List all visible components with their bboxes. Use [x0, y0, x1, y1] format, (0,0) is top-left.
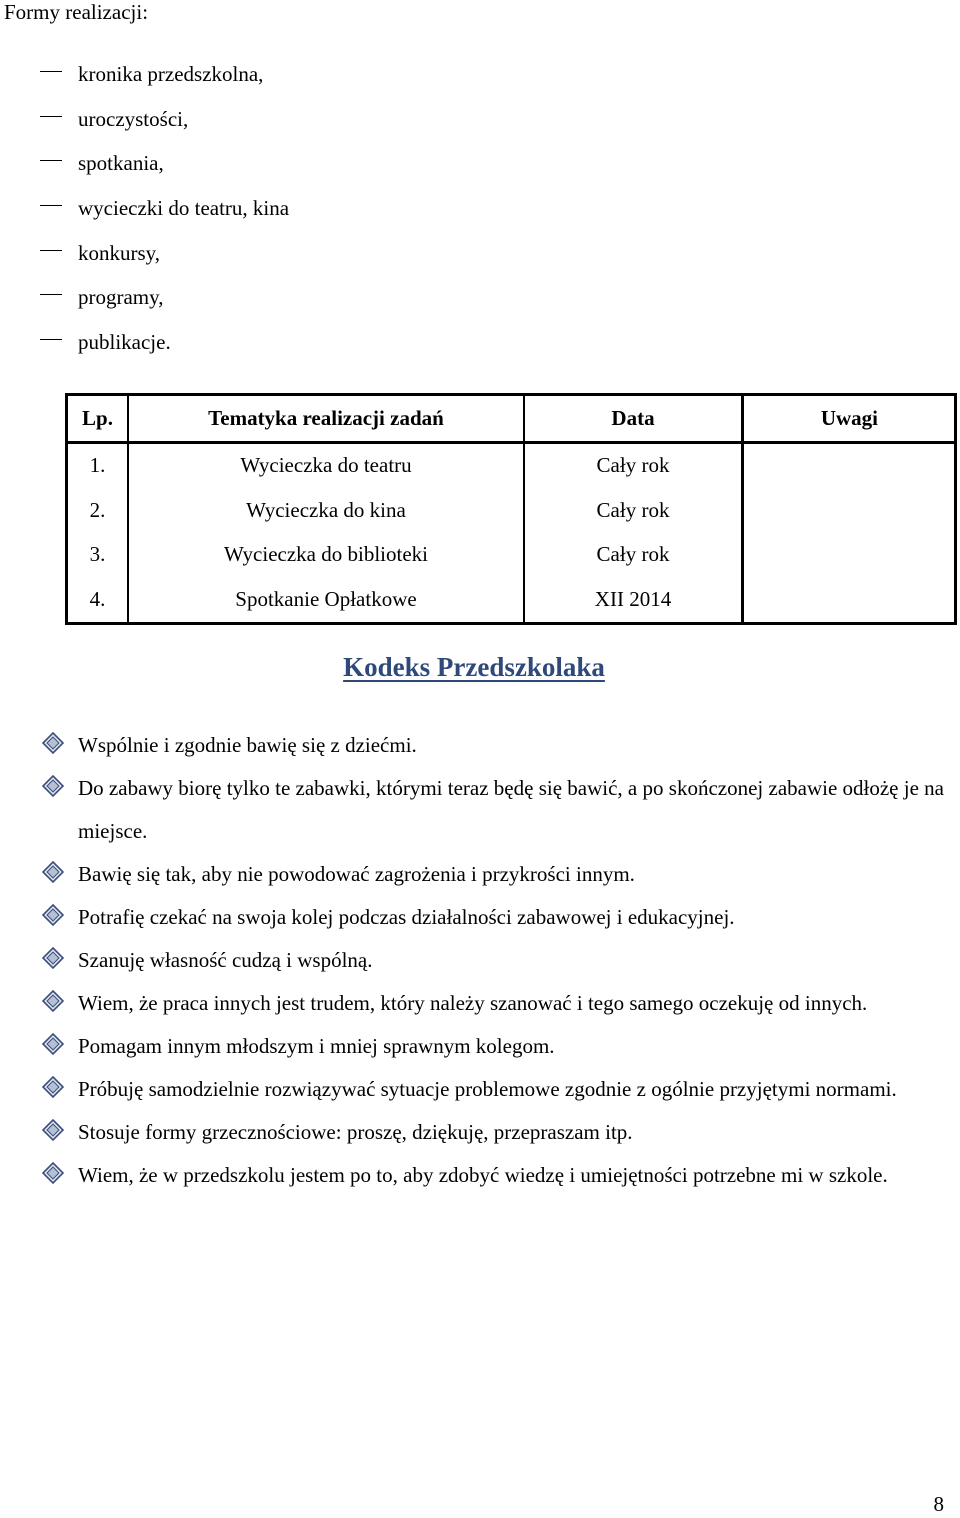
- cell-notes: [743, 488, 956, 533]
- header-topic: Tematyka realizacji zadań: [128, 395, 524, 443]
- list-item-text: spotkania,: [78, 151, 164, 176]
- diamond-bullet-icon: [42, 990, 64, 1012]
- dash-bullet-icon: [40, 71, 62, 72]
- dash-bullet-icon: [40, 339, 62, 340]
- page-number: 8: [933, 1492, 944, 1516]
- table-row: [67, 488, 956, 533]
- list-item: [40, 1068, 944, 1111]
- cell-notes: [743, 577, 956, 623]
- list-item-text: kronika przedszkolna,: [78, 61, 264, 86]
- rule-text: Wiem, że praca innych jest trudem, który należy szanować i tego samego oczekuję od innych.: [78, 991, 868, 1015]
- table-header-row: [67, 395, 956, 443]
- diamond-bullet-icon: [42, 947, 64, 969]
- forms-list: [40, 52, 289, 365]
- dash-bullet-icon: [40, 205, 62, 206]
- rule-text: Próbuję samodzielnie rozwiązywać sytuacje problemowe zgodnie z ogólnie przyjętymi normami.: [78, 1077, 897, 1101]
- dash-bullet-icon: [40, 294, 62, 295]
- list-item: [40, 186, 289, 231]
- header-notes: Uwagi: [743, 395, 956, 443]
- table-row: [67, 533, 956, 578]
- cell-topic: Wycieczka do biblioteki: [128, 533, 524, 578]
- list-item-text: uroczystości,: [78, 106, 189, 131]
- cell-date: Cały rok: [524, 488, 743, 533]
- list-item: [40, 1154, 944, 1197]
- header-date: Data: [524, 395, 743, 443]
- cell-lp: 1.: [67, 442, 129, 488]
- cell-lp: 3.: [67, 533, 129, 578]
- list-item: [40, 97, 289, 142]
- list-item: [40, 275, 289, 320]
- diamond-bullet-icon: [42, 775, 64, 797]
- diamond-bullet-icon: [42, 904, 64, 926]
- diamond-bullet-icon: [42, 732, 64, 754]
- dash-bullet-icon: [40, 250, 62, 251]
- diamond-bullet-icon: [42, 1119, 64, 1141]
- cell-lp: 4.: [67, 577, 129, 623]
- list-item: [40, 982, 944, 1025]
- list-item-text: wycieczki do teatru, kina: [78, 195, 290, 220]
- cell-date: Cały rok: [524, 533, 743, 578]
- cell-date: XII 2014: [524, 577, 743, 623]
- list-item: [40, 1111, 944, 1154]
- header-lp: Lp.: [67, 395, 129, 443]
- section-title: Kodeks Przedszkolaka: [343, 652, 605, 682]
- cell-notes: [743, 442, 956, 488]
- rule-text: Wiem, że w przedszkolu jestem po to, aby zdobyć wiedzę i umiejętności potrzebne mi w szkole.: [78, 1163, 888, 1187]
- dash-bullet-icon: [40, 116, 62, 117]
- cell-topic: Spotkanie Opłatkowe: [128, 577, 524, 623]
- list-item-text: konkursy,: [78, 240, 161, 265]
- table-row: [67, 577, 956, 623]
- list-item: [40, 141, 289, 186]
- list-item-text: programy,: [78, 285, 164, 310]
- cell-notes: [743, 533, 956, 578]
- rule-text: Stosuje formy grzecznościowe: proszę, dziękuję, przepraszam itp.: [78, 1120, 633, 1144]
- cell-date: Cały rok: [524, 442, 743, 488]
- list-item: [40, 939, 944, 982]
- cell-lp: 2.: [67, 488, 129, 533]
- rule-text: Szanuję własność cudzą i wspólną.: [78, 948, 373, 972]
- cell-topic: Wycieczka do teatru: [128, 442, 524, 488]
- rule-text: Do zabawy biorę tylko te zabawki, którymi teraz będę się bawić, a po skończonej zabawie odłożę je na miejsce.: [78, 776, 944, 843]
- list-item: [40, 231, 289, 276]
- diamond-bullet-icon: [42, 1076, 64, 1098]
- table-row: [67, 442, 956, 488]
- rule-text: Bawię się tak, aby nie powodować zagrożenia i przykrości innym.: [78, 862, 635, 886]
- diamond-bullet-icon: [42, 1033, 64, 1055]
- list-item: [40, 320, 289, 365]
- list-item: [40, 1025, 944, 1068]
- tasks-table: [65, 393, 957, 625]
- diamond-bullet-icon: [42, 1162, 64, 1184]
- rules-list: [40, 724, 944, 1197]
- rule-text: Potrafię czekać na swoja kolej podczas działalności zabawowej i edukacyjnej.: [78, 905, 735, 929]
- rule-text: Pomagam innym młodszym i mniej sprawnym kolegom.: [78, 1034, 555, 1058]
- list-item: [40, 52, 289, 97]
- list-item: [40, 896, 944, 939]
- diamond-bullet-icon: [42, 861, 64, 883]
- cell-topic: Wycieczka do kina: [128, 488, 524, 533]
- forms-heading: Formy realizacji:: [4, 0, 149, 24]
- rule-text: Wspólnie i zgodnie bawię się z dziećmi.: [78, 733, 417, 757]
- list-item-text: publikacje.: [78, 329, 171, 354]
- list-item: [40, 724, 944, 767]
- list-item: [40, 767, 944, 853]
- dash-bullet-icon: [40, 160, 62, 161]
- list-item: [40, 853, 944, 896]
